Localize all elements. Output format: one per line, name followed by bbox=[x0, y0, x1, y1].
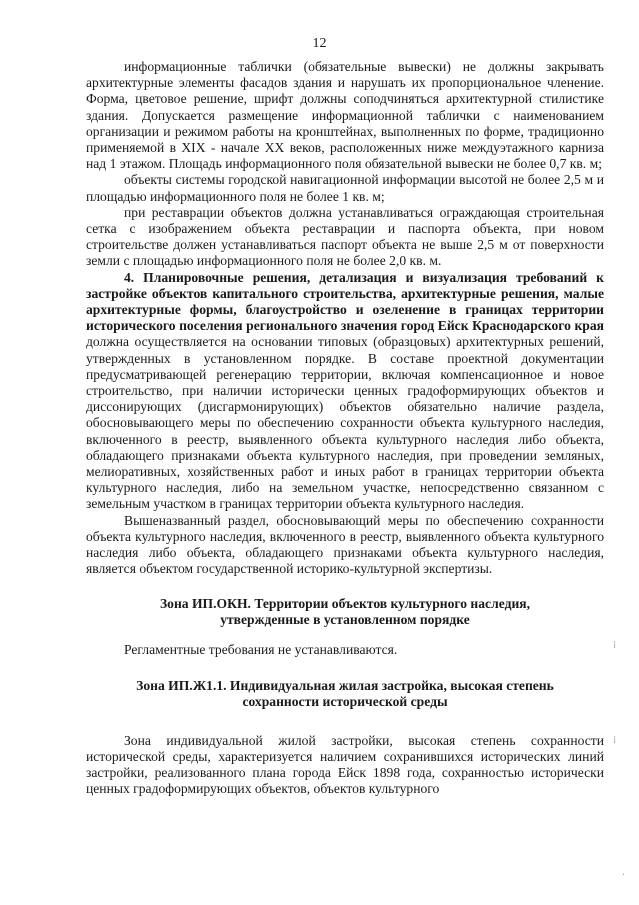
heading-zone-zh-line2: сохранности исторической среды bbox=[242, 694, 448, 710]
scan-artifact-mark: · bbox=[622, 870, 626, 881]
heading-zone-okn-line1: Зона ИП.ОКН. Территории объектов культурного наследия, bbox=[159, 595, 531, 611]
paragraph-planning-bold: 4. Планировочные решения, детализация и визуализация требований к застройке объектов капитального строительства, архитектурные решения, малые архитектурные формы, благоустройство и озеленение в границах территории исторического поселения регионального значения город Ейск Краснодарского края bbox=[86, 269, 604, 334]
page-number: 12 bbox=[312, 36, 327, 51]
scan-artifact-mark: ⁞ bbox=[613, 640, 617, 651]
heading-zone-okn-line2: утвержденные в установленном порядке bbox=[220, 611, 470, 627]
paragraph-navigation: объекты системы городской навигационной информации высотой не более 2,5 м и площадью информационного поля не более 1 кв. м; bbox=[86, 172, 604, 204]
paragraph-signage: информационные таблички (обязательные вывески) не должны закрывать архитектурные элементы фасадов здания и нарушать их пропорциональное членение. Форма, цветовое решение, шрифт должны соподчиняться архитектурной стилистике здания. Допускается размещение информационной таблички с наименованием организации и режимом работы на кронштейнах, выполненных по форме, традиционно применяемой в XIX - начале XX веков, расположенных ниже междуэтажного карниза над 1 этажом. Площадь информационного поля обязательной вывески не более 0,7 кв. м; bbox=[86, 59, 604, 172]
paragraph-planning-rest: должна осуществляется на основании типовых (образцовых) архитектурных решений, утвержденных в установленном порядке. В составе проектной документации предусматривающей регенерацию территории, включая компенсационное и новое строительство, при наличии исторически ценных градоформирующих объектов и диссонирующих (дисгармонирующих) объектов обязательно наличие раздела, обосновывающего меры по обеспечению сохранности объекта культурного наследия, включенного в реестр, выявленного объекта культурного наследия либо объекта, обладающего признаками объекта культурного наследия, при проведении земляных, мелиоративных, хозяйственных работ и иных работ в границах территории объекта культурного наследия, либо на земельном участке, непосредственно связанном с земельным участком в границах территории объекта культурного наследия. bbox=[86, 334, 604, 512]
scan-artifact-mark: ⁞ bbox=[613, 735, 617, 746]
paragraph-restoration: при реставрации объектов должна устанавливаться ограждающая строительная сетка с изображением объекта реставрации и паспорта объекта, при новом строительстве должен устанавливаться паспорт объекта не выше 2,5 м от поверхности земли с площадью информационного поля не более 2,0 кв. м. bbox=[86, 204, 604, 269]
heading-zone-zh-line1: Зона ИП.Ж1.1. Индивидуальная жилая застройка, высокая степень bbox=[136, 678, 554, 694]
paragraph-planning bbox=[86, 270, 604, 513]
paragraph-zone-zh-description: Зона индивидуальной жилой застройки, высокая степень сохранности исторической среды, характеризуется наличием сохранившихся исторических линий застройки, реализованного плана города Ейск 1898 года, сохранностью исторически ценных градоформирующих объектов, объектов культурного bbox=[86, 732, 604, 797]
paragraph-regulation: Регламентные требования не устанавливаются. bbox=[124, 641, 398, 657]
paragraph-expertise: Вышеназванный раздел, обосновывающий меры по обеспечению сохранности объекта культурного наследия, включенного в реестр, выявленного объекта культурного наследия либо объекта, обладающего признаками объекта культурного наследия, является объектом государственной историко-культурной экспертизы. bbox=[86, 512, 604, 577]
document-body bbox=[86, 59, 604, 797]
